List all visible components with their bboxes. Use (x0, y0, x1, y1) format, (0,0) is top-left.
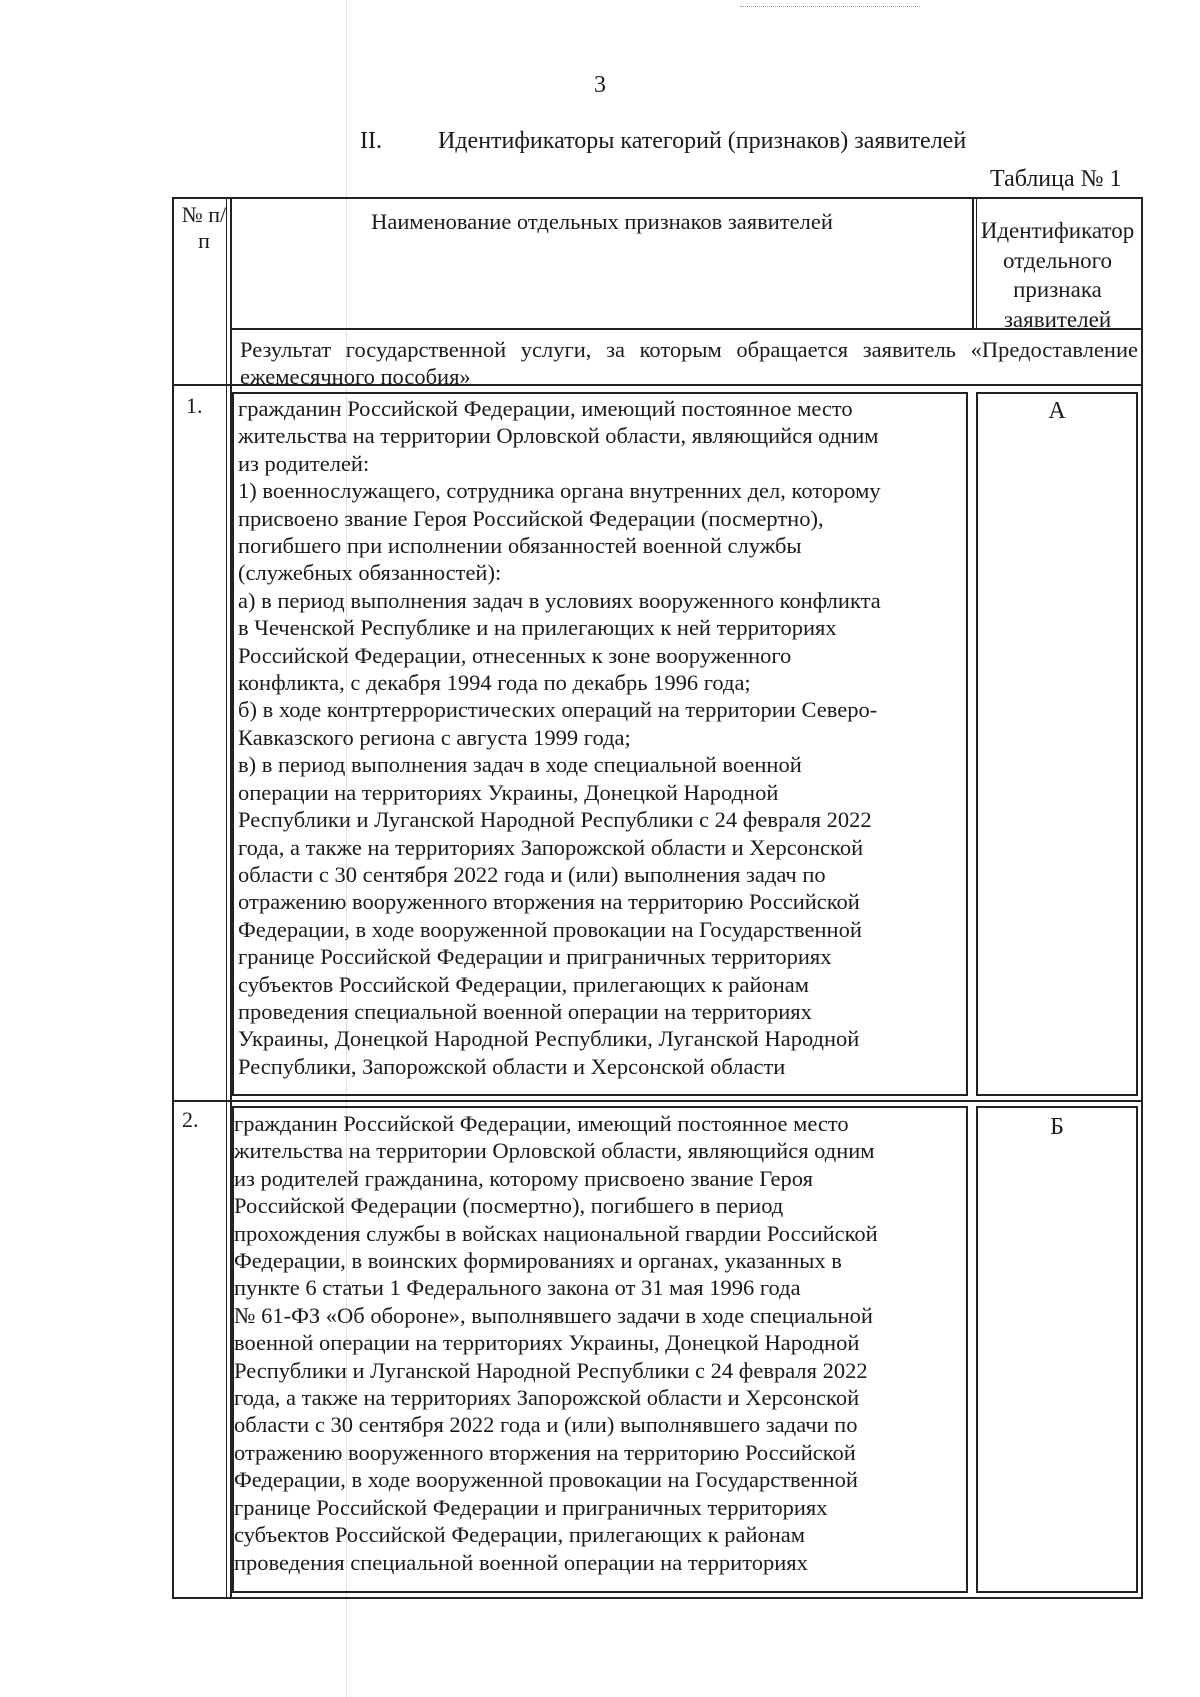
text-line: Украины, Донецкой Народной Республики, Луганской Народной (238, 1026, 860, 1052)
text-line: года, а также на территориях Запорожской области и Херсонской (238, 834, 864, 860)
text-line: присвоено звание Героя Российской Федерации (посмертно), (238, 505, 824, 531)
text-line: отражению вооруженного вторжения на территорию Российской (234, 1439, 856, 1465)
row-2-number: 2. (182, 1107, 199, 1132)
section-title: Идентификаторы категорий (признаков) заявителей (438, 128, 967, 154)
scan-artifact-marks (740, 0, 920, 7)
text-line: жительства на территории Орловской области, являющийся одним (234, 1138, 875, 1164)
text-line: конфликта, с декабря 1994 года по декабрь 1996 года; (238, 670, 751, 696)
page-number: 3 (594, 72, 606, 98)
section-heading (360, 128, 966, 155)
row-divider (172, 1100, 1143, 1102)
text-line: Федерации, в воинских формированиях и органах, указанных в (234, 1248, 842, 1274)
text-line: проведения специальной военной операции на территориях (238, 998, 812, 1024)
row-1-text (238, 395, 960, 1080)
text-line: прохождения службы в войсках национальной гвардии Российской (234, 1220, 878, 1246)
text-line: из родителей: (238, 450, 370, 476)
text-line: субъектов Российской Федерации, прилегающих к районам (238, 971, 810, 997)
row-1-id-box (976, 392, 1138, 1096)
text-line: Республики и Луганской Народной Республики с 24 февраля 2022 (234, 1357, 868, 1383)
text-line: в Чеченской Республике и на прилегающих к ней территориях (238, 615, 837, 641)
header-name: Наименование отдельных признаков заявителей (371, 209, 833, 234)
text-line: Федерации, в ходе вооруженной провокации на Государственной (238, 916, 862, 942)
text-line: области с 30 сентября 2022 года и (или) выполнения задач по (238, 861, 826, 887)
row-2-identifier: Б (1050, 1114, 1064, 1140)
row-2-id-box (976, 1106, 1138, 1593)
text-line: Кавказского региона с августа 1999 года; (238, 724, 631, 750)
row-1-identifier: А (1048, 398, 1066, 424)
text-line: области с 30 сентября 2022 года и (или) выполнявшего задачи по (234, 1412, 858, 1438)
text-line: Республики, Запорожской области и Херсонской области (238, 1053, 786, 1079)
text-line: военной операции на территориях Украины, Донецкой Народной (234, 1330, 860, 1356)
text-line: границе Российской Федерации и приграничных территориях (238, 944, 832, 970)
text-line: Российской Федерации, отнесенных к зоне вооруженного (238, 642, 792, 668)
row-2-text (234, 1110, 958, 1576)
row-1-number: 1. (186, 393, 203, 418)
text-line: погибшего при исполнении обязанностей военной службы (238, 533, 802, 559)
text-line: жительства на территории Орловской области, являющийся одним (238, 423, 879, 449)
text-line: гражданин Российской Федерации, имеющий постоянное место (238, 396, 853, 421)
text-line: б) в ходе контртеррористических операций на территории Северо- (238, 697, 878, 723)
text-line: операции на территориях Украины, Донецкой Народной (238, 779, 779, 805)
text-line: гражданин Российской Федерации, имеющий постоянное место (234, 1111, 849, 1136)
text-line: отражению вооруженного вторжения на территорию Российской (238, 889, 860, 915)
text-line: (служебных обязанностей): (238, 560, 502, 586)
text-line: Республики и Луганской Народной Республики с 24 февраля 2022 (238, 807, 872, 833)
header-identifier: Идентификатор отдельного признака заявителей (980, 218, 1135, 332)
text-line: № 61-ФЗ «Об обороне», выполнявшего задачи в ходе специальной (234, 1302, 873, 1328)
text-line: 1) военнослужащего, сотрудника органа внутренних дел, которому (238, 478, 881, 504)
text-line: пункте 6 статьи 1 Федерального закона от 31 мая 1996 года (234, 1275, 801, 1301)
text-line: границе Российской Федерации и приграничных территориях (234, 1494, 828, 1520)
text-line: проведения специальной военной операции на территориях (234, 1549, 808, 1575)
text-line: в) в период выполнения задач в ходе специальной военной (238, 752, 802, 778)
text-line: субъектов Российской Федерации, прилегающих к районам (234, 1522, 806, 1548)
text-line: из родителей гражданина, которому присвоено звание Героя (234, 1165, 813, 1191)
header-number: № п/п (181, 202, 227, 253)
text-line: Российской Федерации (посмертно), погибшего в период (234, 1193, 784, 1219)
text-line: а) в период выполнения задач в условиях вооруженного конфликта (238, 587, 881, 613)
text-line: Федерации, в ходе вооруженной провокации на Государственной (234, 1467, 858, 1493)
column-divider-id-header (972, 197, 974, 328)
table-caption: Таблица № 1 (990, 166, 1122, 192)
text-line: года, а также на территориях Запорожской области и Херсонской (234, 1385, 860, 1411)
section-number: II. (360, 128, 382, 154)
result-row-text: Результат государственной услуги, за которым обращается заявитель «Предоставление ежемесячного пособия» (240, 337, 1138, 390)
column-divider-num-inner (226, 197, 227, 1599)
